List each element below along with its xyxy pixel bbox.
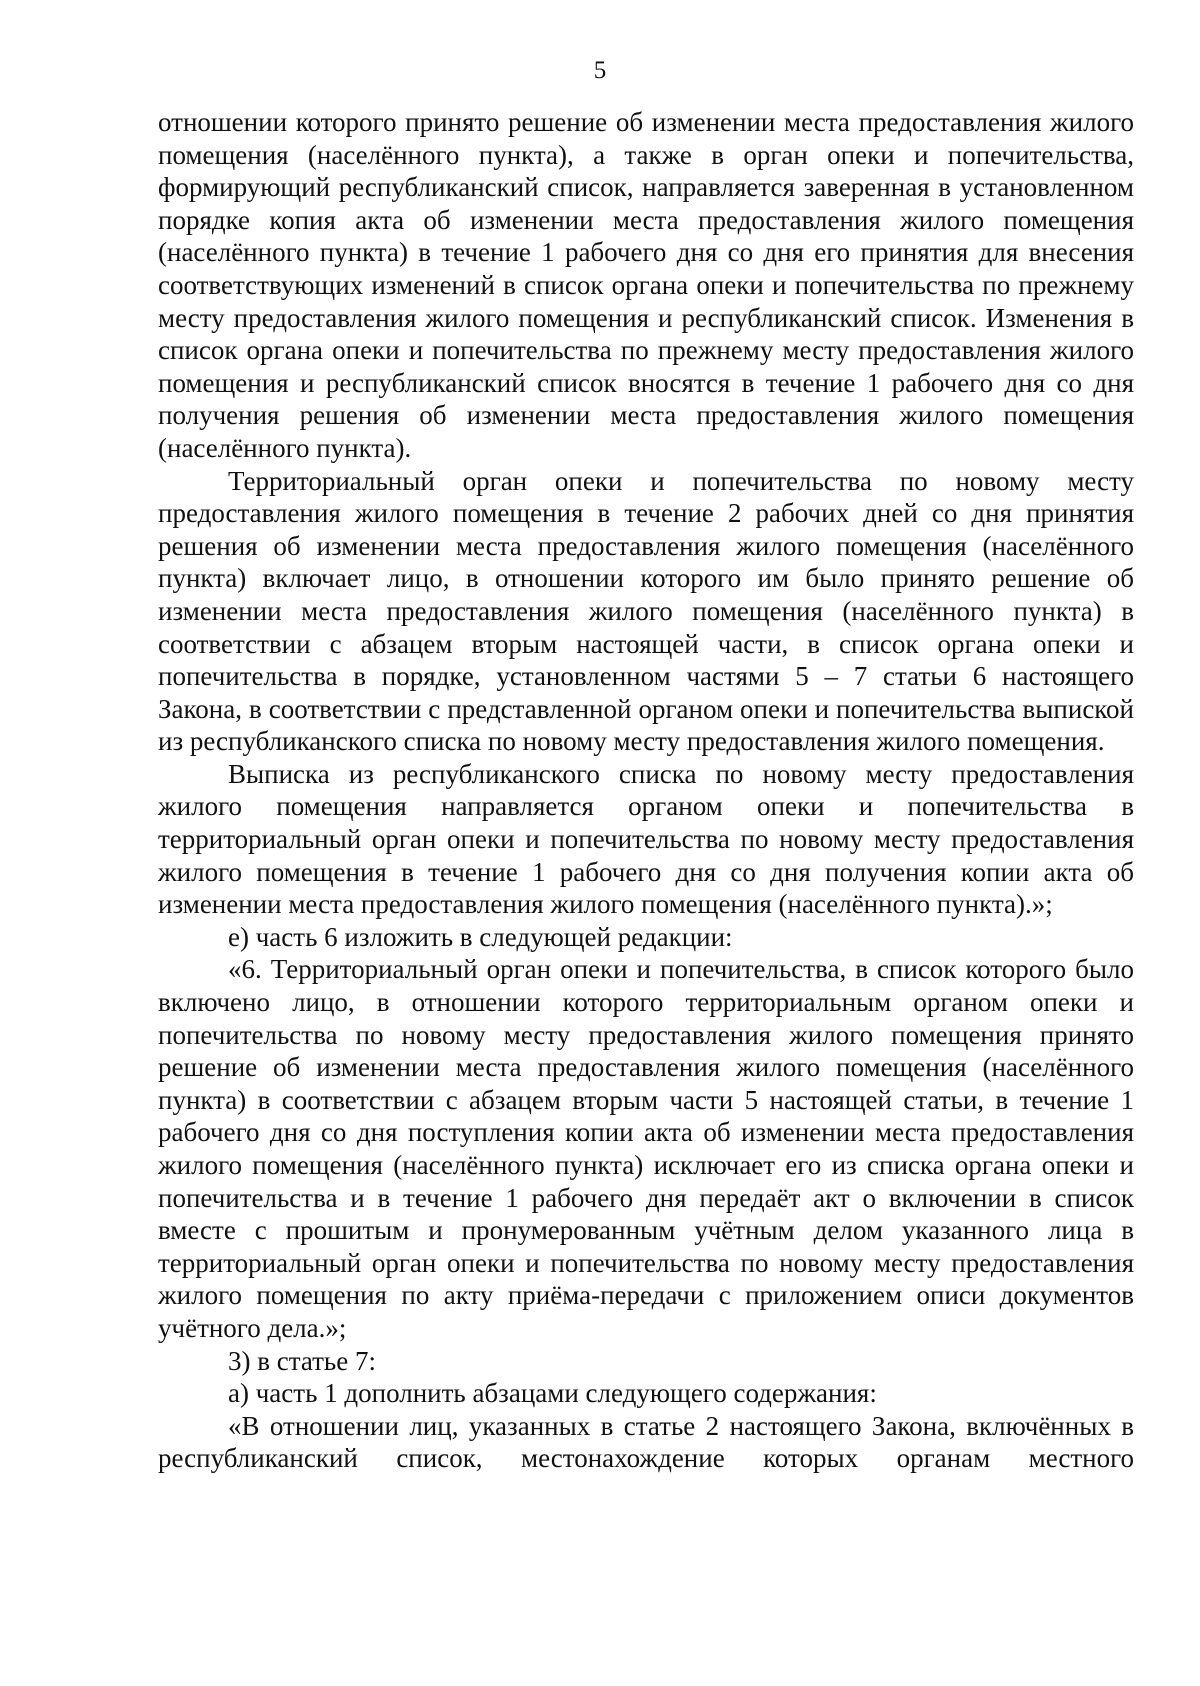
paragraph: Выписка из республиканского списка по новому месту предоставления жилого помещения направляется органом опеки и попечительства в территориальный орган опеки и попечительства по новому месту предоставления жилого помещения в течение 1 рабочего дня со дня получения копии акта об изменении места предоставления жилого помещения (населённого пункта).»; — [158, 758, 1134, 920]
document-body — [158, 106, 1134, 1475]
paragraph: «6. Территориальный орган опеки и попечительства, в список которого было включено лицо, в отношении которого территориальным органом опеки и попечительства по новому месту предоставления жилого помещения принято решение об изменении места предоставления жилого помещения (населённого пункта) в соответствии с абзацем вторым части 5 настоящей статьи, в течение 1 рабочего дня со дня поступления копии акта об изменении места предоставления жилого помещения (населённого пункта) исключает его из списка органа опеки и попечительства и в течение 1 рабочего дня передаёт акт о включении в список вместе с прошитым и пронумерованным учётным делом указанного лица в территориальный орган опеки и попечительства по новому месту предоставления жилого помещения по акту приёма-передачи с приложением описи документов учётного дела.»; — [158, 954, 1134, 1343]
paragraph-continues-next-page: «В отношении лиц, указанных в статье 2 настоящего Закона, включённых в республиканский список, местонахождение которых органам местного — [158, 1410, 1134, 1474]
page-number: 5 — [593, 57, 607, 84]
paragraph: 3) в статье 7: — [228, 1345, 376, 1376]
paragraph: а) часть 1 дополнить абзацами следующего содержания: — [228, 1378, 877, 1409]
paragraph: Территориальный орган опеки и попечительства по новому месту предоставления жилого помещения в течение 2 рабочих дней со дня принятия решения об изменении места предоставления жилого помещения (населённого пункта) включает лицо, в отношении которого им было принято решение об изменении места предоставления жилого помещения (населённого пункта) в соответствии с абзацем вторым настоящей части, в список органа опеки и попечительства в порядке, установленном частями 5 – 7 статьи 6 настоящего Закона, в соответствии с представленной органом опеки и попечительства выпиской из республиканского списка по новому месту предоставления жилого помещения. — [158, 465, 1134, 757]
paragraph: е) часть 6 изложить в следующей редакции: — [228, 921, 733, 952]
paragraph-continuation: отношении которого принято решение об изменении места предоставления жилого помещения (населённого пункта), а также в орган опеки и попечительства, формирующий республиканский список, направляется заверенная в установленном порядке копия акта об изменении места предоставления жилого помещения (населённого пункта) в течение 1 рабочего дня со дня его принятия для внесения соответствующих изменений в список органа опеки и попечительства по прежнему месту предоставления жилого помещения и республиканский список. Изменения в список органа опеки и попечительства по прежнему месту предоставления жилого помещения и республиканский список вносятся в течение 1 рабочего дня со дня получения решения об изменении места предоставления жилого помещения (населённого пункта). — [158, 107, 1134, 463]
